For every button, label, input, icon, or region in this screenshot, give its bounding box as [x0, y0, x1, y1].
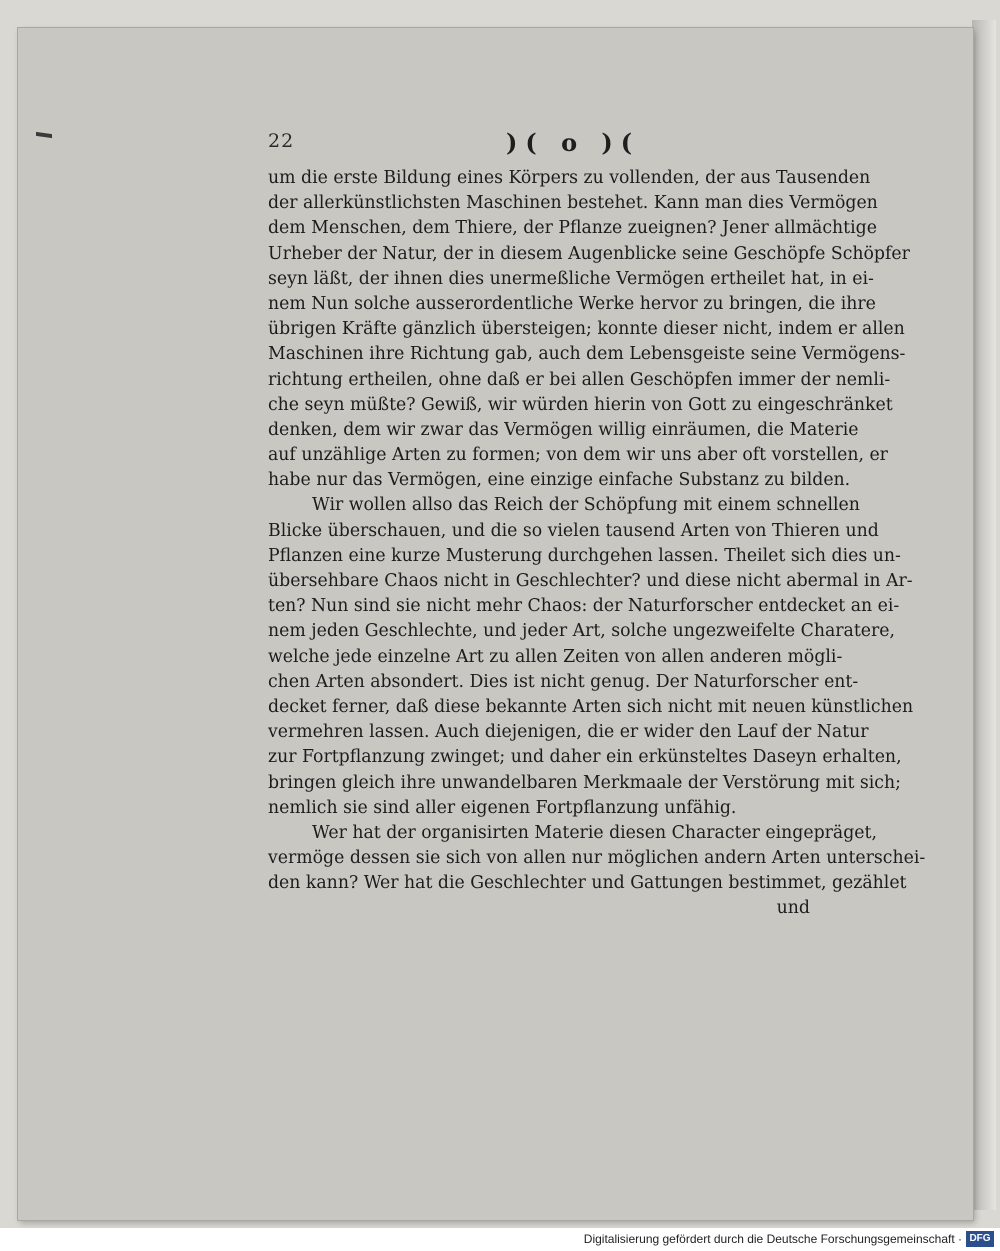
text-line: Wer hat der organisirten Materie diesen Character eingepräget, [312, 822, 877, 843]
page-number: 22 [268, 130, 295, 152]
text-line: seyn läßt, der ihnen dies unermeßliche Vermögen ertheilet hat, in ei- [268, 268, 874, 289]
text-line: bringen gleich ihre unwandelbaren Merkmaale der Verstörung mit sich; [268, 772, 901, 793]
text-line: vermehren lassen. Auch diejenigen, die er wider den Lauf der Natur [268, 722, 869, 743]
text-line: übrigen Kräfte gänzlich übersteigen; konnte dieser nicht, indem er allen [268, 319, 905, 340]
dfg-logo: DFG [966, 1231, 994, 1247]
text-line: Maschinen ihre Richtung gab, auch dem Lebensgeiste seine Vermögens- [268, 344, 906, 365]
text-line: zur Fortpflanzung zwinget; und daher ein erkünsteltes Daseyn erhalten, [268, 747, 902, 768]
text-line: welche jede einzelne Art zu allen Zeiten von allen anderen mögli- [268, 646, 843, 667]
text-line: ten? Nun sind sie nicht mehr Chaos: der Naturforscher entdecket an ei- [268, 596, 900, 617]
text-line: Blicke überschauen, und die so vielen tausend Arten von Thieren und [268, 520, 879, 541]
page-edge [972, 20, 996, 1210]
text-line: Pflanzen eine kurze Musterung durchgehen lassen. Theilet sich dies un- [268, 545, 901, 566]
text-line: richtung ertheilen, ohne daß er bei allen Geschöpfen immer der nemli- [268, 369, 891, 390]
text-line: der allerkünstlichsten Maschinen bestehet. Kann man dies Vermögen [268, 193, 878, 214]
text-line: nem jeden Geschlechte, und jeder Art, solche ungezweifelte Charatere, [268, 621, 895, 642]
text-line: Urheber der Natur, der in diesem Augenblicke seine Geschöpfe Schöpfer [268, 243, 910, 264]
text-line: nem Nun solche ausserordentliche Werke hervor zu bringen, die ihre [268, 293, 876, 314]
text-line: decket ferner, daß diese bekannte Arten sich nicht mit neuen künstlichen [268, 696, 914, 717]
text-line: um die erste Bildung eines Körpers zu vollenden, der aus Tausenden [268, 168, 871, 188]
page-header [268, 128, 838, 162]
footer-bar [0, 1228, 1000, 1251]
text-line: übersehbare Chaos nicht in Geschlechter? und diese nicht abermal in Ar- [268, 571, 913, 591]
text-line: den kann? Wer hat die Geschlechter und Gattungen bestimmet, gezählet [268, 873, 907, 894]
header-ornament: )( o )( [506, 128, 641, 157]
text-line: chen Arten absondert. Dies ist nicht genug. Der Naturforscher ent- [268, 671, 859, 692]
body-text [268, 166, 926, 922]
footer-credit: Digitalisierung gefördert durch die Deutsche Forschungsgemeinschaft · [583, 1232, 962, 1246]
text-line: nemlich sie sind aller eigenen Fortpflanzung unfähig. [268, 797, 737, 818]
text-line: habe nur das Vermögen, eine einzige einfache Substanz zu bilden. [268, 470, 851, 491]
text-line: vermöge dessen sie sich von allen nur möglichen andern Arten unterschei- [268, 848, 926, 869]
text-line: dem Menschen, dem Thiere, der Pflanze zueignen? Jener allmächtige [268, 218, 877, 239]
text-line: Wir wollen allso das Reich der Schöpfung mit einem schnellen [312, 495, 860, 516]
catchword: und [776, 898, 810, 919]
text-line: che seyn müßte? Gewiß, wir würden hierin von Gott zu eingeschränket [268, 394, 893, 415]
text-line: auf unzählige Arten zu formen; von dem wir uns aber oft vorstellen, er [268, 445, 888, 466]
text-line: denken, dem wir zwar das Vermögen willig einräumen, die Materie [268, 419, 859, 440]
